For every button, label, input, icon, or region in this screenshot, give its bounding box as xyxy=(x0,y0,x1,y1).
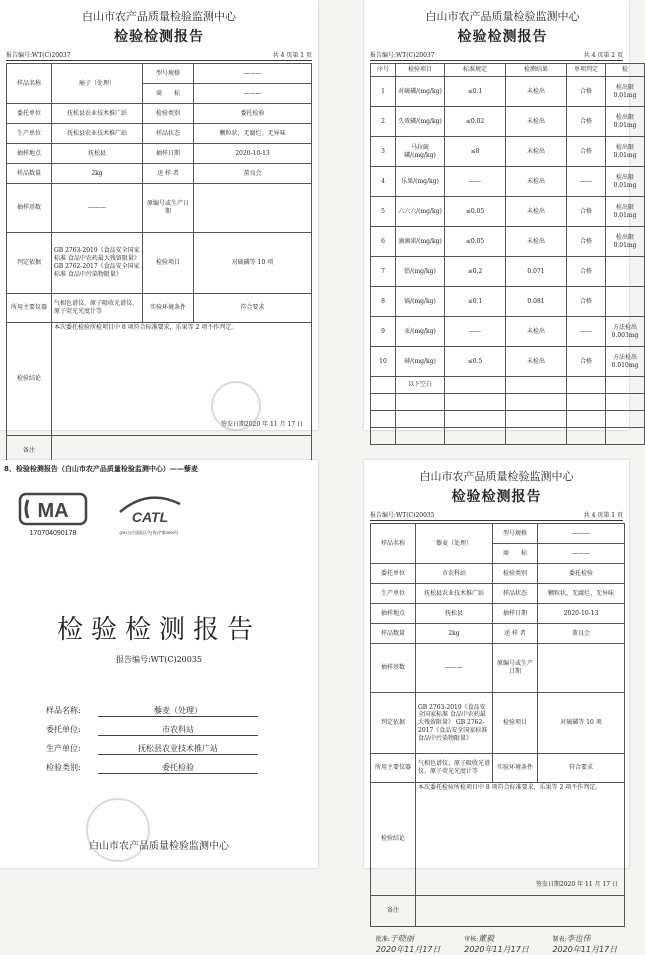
label-cell: 抽样日期 xyxy=(143,144,194,164)
page-info: 共 4 页第 1 页 xyxy=(583,512,623,519)
label-cell: 检验项目 xyxy=(143,233,194,294)
maker-sig: 制表:李也伟 2020年11月17日 xyxy=(552,934,618,954)
result-cell-note: 检出限 0.01mg xyxy=(606,167,645,197)
cover-field-row: 委托单位: 市农科站 xyxy=(46,724,318,736)
label-cell: 生产单位 xyxy=(371,584,416,604)
basis-cell: GB 2763-2019《食品安全国家标准 食品中农药最大残留限量》 GB 2762-2017《食品安全国家标准 食品中污染物限量》 xyxy=(416,693,493,754)
cover-institution: 白山市农产品质量检验监测中心 xyxy=(89,841,229,852)
result-cell-judge: 合格 xyxy=(567,107,606,137)
result-cell-note: 方法检出 0.003mg xyxy=(606,317,645,347)
institution-header: 白山市农产品质量检验监测中心 xyxy=(419,470,574,483)
note-cell xyxy=(416,896,625,927)
label-cell: 抽样基数 xyxy=(371,644,416,693)
value-cell: 抚松县农业技术推广站 xyxy=(416,584,493,604)
result-row xyxy=(371,107,645,137)
label-cell: 原编号或生产日期 xyxy=(143,184,194,233)
sign-date: 签发日期2020 年 11 月 17 日 xyxy=(220,421,303,429)
result-cell-item: 乐果/(mg/kg) xyxy=(396,167,445,197)
value-cell: 2kg xyxy=(52,164,143,184)
conclusion-text: 本次委托检验所检项目中 8 项符合标准要求，乐果等 2 项不作判定。 xyxy=(54,324,238,331)
report-number: 报告编号:WT(C)20035 xyxy=(370,512,435,519)
label-cell: 原编号或生产日期 xyxy=(493,644,538,693)
empty-row xyxy=(371,428,645,445)
result-cell-no: 3 xyxy=(371,137,396,167)
catl-mark-icon xyxy=(114,492,184,526)
label-cell: 抽样日期 xyxy=(493,604,538,624)
value-cell: 藜麦（处理） xyxy=(416,524,493,564)
result-cell-item: 久效磷/(mg/kg) xyxy=(396,107,445,137)
value-cell: ——— xyxy=(538,524,625,544)
report-page-2 xyxy=(364,0,639,430)
col-header: 单项判定 xyxy=(567,64,606,77)
value-cell: 抚松县 xyxy=(52,144,143,164)
result-row xyxy=(371,137,645,167)
results-table xyxy=(370,63,645,445)
result-cell-item: 六六六/(mg/kg) xyxy=(396,197,445,227)
result-cell-std: ≤0.05 xyxy=(445,227,506,257)
report-number: 报告编号:WT(C)20037 xyxy=(6,52,71,59)
conclusion-text: 本次委托检验所检项目中 8 项符合标准要求，乐果等 2 项不作判定。 xyxy=(418,784,602,791)
value-cell: 气相色谱仪、原子吸收光谱仪、原子荧光光度计等 xyxy=(416,754,493,783)
col-header: 标准规定 xyxy=(445,64,506,77)
result-cell-no: 2 xyxy=(371,107,396,137)
cma-mark-icon xyxy=(18,492,88,526)
result-cell-item: 滴滴涕/(mg/kg) xyxy=(396,227,445,257)
label-cell: 送 样 者 xyxy=(493,624,538,644)
result-cell-judge: 合格 xyxy=(567,257,606,287)
cover-fields xyxy=(46,705,318,774)
result-cell-note: 检出限 0.01mg xyxy=(606,227,645,257)
label-cell: 型号规格 xyxy=(493,524,538,544)
result-cell-result: 未检出 xyxy=(506,107,567,137)
result-cell-item: 汞/(mg/kg) xyxy=(396,317,445,347)
report-meta xyxy=(6,50,312,61)
cover-field-row: 检验类别: 委托检验 xyxy=(46,762,318,774)
blank-marker: 以下空白 xyxy=(396,377,445,394)
result-cell-item: 铅/(mg/kg) xyxy=(396,257,445,287)
result-row xyxy=(371,287,645,317)
result-cell-std: ≤0.02 xyxy=(445,107,506,137)
label-cell: 抽样基数 xyxy=(7,184,52,233)
cover-page xyxy=(0,460,318,868)
conclusion-cell xyxy=(416,783,625,896)
value-cell: 委托检验 xyxy=(194,104,312,124)
result-row xyxy=(371,347,645,377)
value-cell: 市农科站 xyxy=(416,564,493,584)
label-cell: 检验项目 xyxy=(493,693,538,754)
page-info: 共 4 页第 2 页 xyxy=(583,52,623,59)
label-cell: 实验环境条件 xyxy=(143,294,194,323)
value-cell: ——— xyxy=(194,84,312,104)
report-page-1 xyxy=(0,0,318,455)
value-cell: ——— xyxy=(538,544,625,564)
value-cell: ——— xyxy=(416,644,493,693)
result-cell-note: 方法检出 0.010mg xyxy=(606,347,645,377)
result-cell-note xyxy=(606,287,645,317)
approver-sig: 批准:于晓丽 2020年11月17日 xyxy=(375,934,441,954)
value-cell: 符合要求 xyxy=(194,294,312,323)
institution-header: 白山市农产品质量检验监测中心 xyxy=(425,10,580,23)
result-cell-note: 检出限 0.01mg xyxy=(606,77,645,107)
value-cell: 2020-10-13 xyxy=(538,604,625,624)
label-cell: 实验环境条件 xyxy=(493,754,538,783)
label-cell: 备注 xyxy=(7,436,52,467)
label-cell: 样品名称 xyxy=(371,524,416,564)
result-cell-result: 未检出 xyxy=(506,347,567,377)
result-cell-std: ≤0.1 xyxy=(445,77,506,107)
label-cell: 检验类别 xyxy=(493,564,538,584)
value-cell: 气相色谱仪、原子吸收光谱仪、原子荧光光度计等 xyxy=(52,294,143,323)
report-page-4 xyxy=(364,460,629,954)
result-cell-result: 未检出 xyxy=(506,167,567,197)
result-row xyxy=(371,227,645,257)
value-cell: ——— xyxy=(52,184,143,233)
label-cell: 委托单位 xyxy=(7,104,52,124)
result-cell-note: 检出限 0.01mg xyxy=(606,197,645,227)
label-cell: 备注 xyxy=(371,896,416,927)
value-cell: 董良会 xyxy=(538,624,625,644)
result-cell-item: 马拉硫磷/(mg/kg) xyxy=(396,137,445,167)
result-row xyxy=(371,317,645,347)
cover-title: 检验检测报告 xyxy=(56,615,261,645)
col-header: 检测结果 xyxy=(506,64,567,77)
result-cell-result: 未检出 xyxy=(506,227,567,257)
result-row xyxy=(371,167,645,197)
label-cell: 商 标 xyxy=(143,84,194,104)
result-cell-no: 5 xyxy=(371,197,396,227)
label-cell: 样品数量 xyxy=(7,164,52,184)
result-cell-std: —— xyxy=(445,167,506,197)
result-row xyxy=(371,77,645,107)
value-cell: 抚松县农业技术推广站 xyxy=(52,104,143,124)
label-cell: 型号规格 xyxy=(143,64,194,84)
label-cell: 抽样地点 xyxy=(7,144,52,164)
label-cell: 检验结论 xyxy=(7,323,52,436)
official-seal xyxy=(86,798,150,862)
result-cell-result: 未检出 xyxy=(506,77,567,107)
report-meta xyxy=(370,50,623,61)
result-cell-no: 10 xyxy=(371,347,396,377)
result-cell-judge: —— xyxy=(567,167,606,197)
result-cell-result: 0.081 xyxy=(506,287,567,317)
result-cell-note xyxy=(606,257,645,287)
svg-text:MA: MA xyxy=(37,500,69,522)
cnas-caption: (2017)吉质监认字(资)字第0009号 xyxy=(119,530,179,535)
cover-field-row: 样品名称: 藜麦（处理） xyxy=(46,705,318,717)
report-number: 报告编号:WT(C)20037 xyxy=(370,52,435,59)
col-header: 检验项目 xyxy=(396,64,445,77)
value-cell: 符合要求 xyxy=(538,754,625,783)
label-cell: 所用主要仪器 xyxy=(7,294,52,323)
result-cell-judge: —— xyxy=(567,317,606,347)
section-caption: 8、检验检测报告（白山市农产品质量检验监测中心）——藜麦 xyxy=(4,465,198,473)
label-cell: 抽样地点 xyxy=(371,604,416,624)
value-cell xyxy=(538,644,625,693)
blank-row xyxy=(371,377,645,394)
result-cell-std: ≤0.05 xyxy=(445,197,506,227)
result-cell-result: 未检出 xyxy=(506,137,567,167)
result-cell-judge: 合格 xyxy=(567,77,606,107)
result-cell-judge: 合格 xyxy=(567,347,606,377)
empty-row xyxy=(371,394,645,411)
report-title: 检验检测报告 xyxy=(457,29,548,45)
label-cell: 检验结论 xyxy=(371,783,416,896)
official-seal xyxy=(211,381,261,431)
result-cell-std: —— xyxy=(445,317,506,347)
cma-logo xyxy=(18,492,88,537)
signature-row xyxy=(364,933,629,955)
label-cell: 所用主要仪器 xyxy=(371,754,416,783)
label-cell: 判定依据 xyxy=(371,693,416,754)
col-header: 检 xyxy=(606,64,645,77)
result-cell-judge: 合格 xyxy=(567,137,606,167)
result-cell-no: 9 xyxy=(371,317,396,347)
conclusion-cell xyxy=(52,323,312,436)
report-title: 检验检测报告 xyxy=(114,29,204,45)
result-cell-no: 6 xyxy=(371,227,396,257)
institution-header: 白山市农产品质量检验监测中心 xyxy=(82,10,236,23)
col-header: 序号 xyxy=(371,64,396,77)
value-cell xyxy=(194,184,312,233)
report-title: 检验检测报告 xyxy=(451,489,542,505)
result-cell-no: 1 xyxy=(371,77,396,107)
svg-text:CATL: CATL xyxy=(131,509,169,525)
label-cell: 送 样 者 xyxy=(143,164,194,184)
value-cell: 董良会 xyxy=(194,164,312,184)
sample-info-table xyxy=(370,523,625,927)
label-cell: 判定依据 xyxy=(7,233,52,294)
result-cell-item: 镉/(mg/kg) xyxy=(396,287,445,317)
result-cell-judge: 合格 xyxy=(567,227,606,257)
value-cell: 抚松县农业技术推广站 xyxy=(52,124,143,144)
value-cell: 瘊子（处理） xyxy=(52,64,143,104)
result-cell-note: 检出限 0.01mg xyxy=(606,107,645,137)
result-row xyxy=(371,257,645,287)
result-cell-item: 砷/(mg/kg) xyxy=(396,347,445,377)
value-cell: 颗粒状、无腐烂、无异味 xyxy=(538,584,625,604)
result-cell-no: 7 xyxy=(371,257,396,287)
result-cell-no: 4 xyxy=(371,167,396,197)
value-cell: 抚松县 xyxy=(416,604,493,624)
value-cell: 对硫磷等 10 项 xyxy=(538,693,625,754)
value-cell: 2020-10-13 xyxy=(194,144,312,164)
report-meta xyxy=(370,510,623,521)
label-cell: 样品数量 xyxy=(371,624,416,644)
result-cell-judge: 合格 xyxy=(567,287,606,317)
label-cell: 样品状态 xyxy=(493,584,538,604)
result-cell-result: 0.071 xyxy=(506,257,567,287)
label-cell: 生产单位 xyxy=(7,124,52,144)
cma-code: 170704090178 xyxy=(29,530,77,537)
sign-date: 签发日期2020 年 11 月 17 日 xyxy=(535,881,618,889)
result-cell-std: ≤0.1 xyxy=(445,287,506,317)
label-cell: 检验类别 xyxy=(143,104,194,124)
sample-info-table xyxy=(6,63,312,467)
result-cell-judge: 合格 xyxy=(567,197,606,227)
result-cell-std: ≤0.5 xyxy=(445,347,506,377)
value-cell: 2kg xyxy=(416,624,493,644)
result-cell-item: 对硫磷/(mg/kg) xyxy=(396,77,445,107)
label-cell: 委托单位 xyxy=(371,564,416,584)
value-cell: 对硫磷等 10 项 xyxy=(194,233,312,294)
result-cell-note: 检出限 0.01mg xyxy=(606,137,645,167)
catl-logo xyxy=(114,492,184,537)
result-cell-no: 8 xyxy=(371,287,396,317)
label-cell: 样品状态 xyxy=(143,124,194,144)
value-cell: 颗粒状、无腐烂、无异味 xyxy=(194,124,312,144)
cover-report-number: 报告编号:WT(C)20035 xyxy=(115,655,203,664)
result-cell-std: ≤0.2 xyxy=(445,257,506,287)
result-cell-std: ≤8 xyxy=(445,137,506,167)
page-info: 共 4 页第 1 页 xyxy=(272,52,312,59)
logo-row xyxy=(18,492,318,537)
result-cell-result: 未检出 xyxy=(506,317,567,347)
value-cell: 委托检验 xyxy=(538,564,625,584)
empty-row xyxy=(371,411,645,428)
value-cell: ——— xyxy=(194,64,312,84)
basis-cell: GB 2763-2019《食品安全国家标准 食品中农药最大残留限量》 GB 2762-2017《食品安全国家标准 食品中污染物限量》 xyxy=(52,233,143,294)
label-cell: 商 标 xyxy=(493,544,538,564)
reviewer-sig: 审核:董毅 2020年11月17日 xyxy=(464,934,529,954)
result-cell-result: 未检出 xyxy=(506,197,567,227)
cover-field-row: 生产单位: 抚松县农业技术推广站 xyxy=(46,743,318,755)
result-row xyxy=(371,197,645,227)
label-cell: 样品名称 xyxy=(7,64,52,104)
